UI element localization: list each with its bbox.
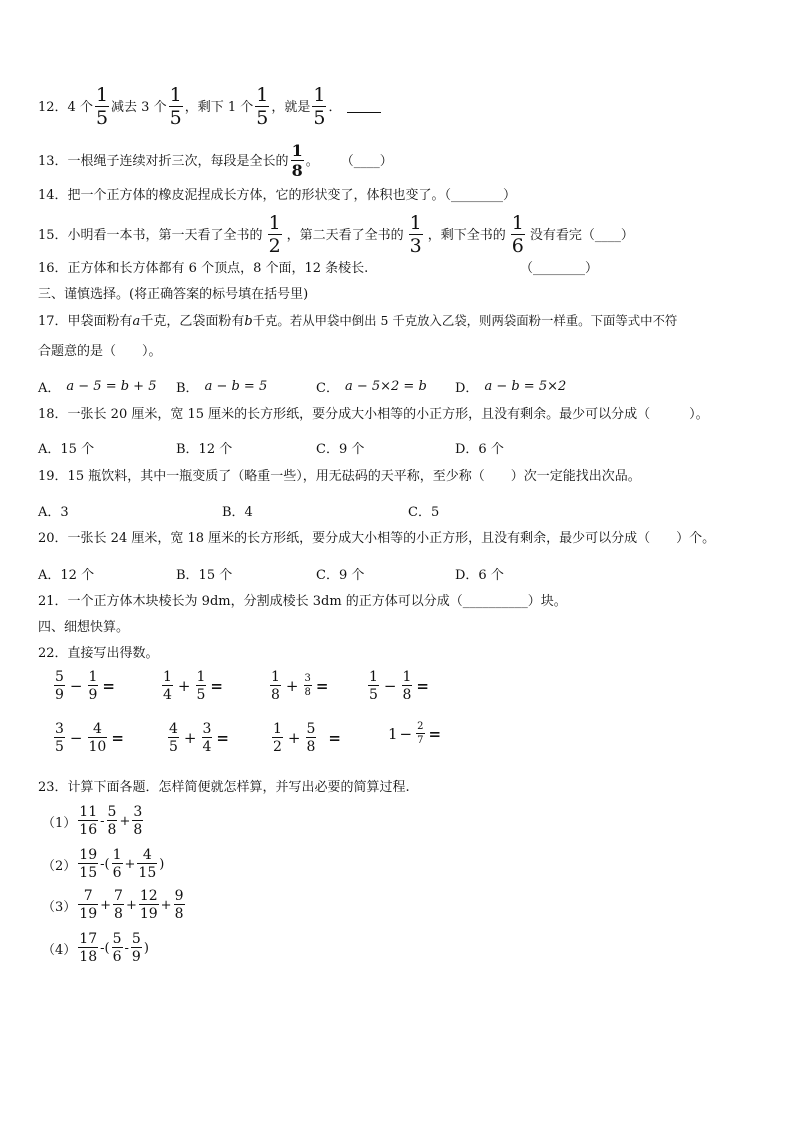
q12-text-d: ，就是 bbox=[271, 99, 311, 115]
question-23-title: 23．计算下面各题．怎样简便就怎样算，并写出必要的简算过程. bbox=[38, 780, 410, 795]
q23-item-1: （1） $\frac{11}{16}$ - $\frac{5}{8}$ + $\frac{3}{8}$ bbox=[42, 804, 143, 838]
q12-answer-blank[interactable] bbox=[347, 102, 381, 113]
q12-number: 12． bbox=[38, 99, 68, 115]
q12-fraction-3: $\frac{1}{5}$ bbox=[256, 84, 269, 129]
q13-answer-blank[interactable]: （____） bbox=[340, 153, 393, 169]
q13-text: 一根绳子连续对折三次，每段是全长的 bbox=[67, 153, 289, 169]
question-15 bbox=[38, 214, 634, 256]
q20-option-c[interactable]: C．9 个 bbox=[316, 568, 365, 583]
q19-option-a[interactable]: A．3 bbox=[38, 505, 69, 520]
q15-fraction-3: $\frac{1}{6}$ bbox=[511, 212, 524, 257]
q12-fraction-4: $\frac{1}{5}$ bbox=[313, 84, 326, 129]
question-20: 20．一张长 24 厘米，宽 18 厘米的长方形纸，要分成大小相等的小正方形，且没有剩余，最少可以分成（ ）个。 bbox=[38, 531, 716, 546]
q15-text-b: ，第二天看了全书的 bbox=[286, 227, 404, 243]
q17-var-b: b bbox=[244, 314, 253, 329]
q19-option-b[interactable]: B．4 bbox=[222, 505, 253, 520]
q12-fraction-1: $\frac{1}{5}$ bbox=[95, 84, 109, 129]
question-16 bbox=[38, 262, 368, 275]
q23-item-2: （2） $\frac{19}{15}$ -( $\frac{1}{6}$ + $\frac{4}{15}$ ) bbox=[42, 847, 165, 881]
question-19: 19．15 瓶饮料，其中一瓶变质了（略重一些），用无砝码的天平称，至少称（ ）次一定能找出次品。 bbox=[38, 469, 641, 484]
question-22-title: 22．直接写出得数。 bbox=[38, 646, 159, 661]
q17-option-c[interactable]: C． a − 5×2 = b bbox=[316, 379, 427, 396]
q13-number: 13． bbox=[38, 153, 68, 169]
q18-option-d[interactable]: D．6 个 bbox=[455, 442, 504, 457]
q22-expr-6: $\frac{4}{5}$ + $\frac{3}{4}$ = bbox=[169, 721, 229, 755]
q13-fraction: $\frac{1}{8}$ bbox=[291, 141, 303, 180]
q22-expr-3: $\frac{1}{8}$ + $\frac{3}{8}$ = bbox=[271, 669, 329, 703]
q12-text-c: ，剩下 1 个 bbox=[184, 99, 254, 115]
q22-expr-5: $\frac{3}{5}$ − $\frac{4}{10}$ = bbox=[55, 721, 124, 755]
question-13 bbox=[38, 143, 393, 179]
question-21: 21．一个正方体木块棱长为 9dm，分割成棱长 3dm 的正方体可以分成（__________）块。 bbox=[38, 594, 567, 609]
question-17 bbox=[38, 315, 677, 328]
question-12 bbox=[38, 86, 381, 128]
q13-tail: 。 bbox=[305, 153, 319, 169]
q17-option-b[interactable]: B． a − b = 5 bbox=[176, 379, 268, 396]
q12-text-b: 减去 3 个 bbox=[111, 99, 167, 115]
section-3-heading: 三、谨慎选择。(将正确答案的标号填在括号里) bbox=[38, 287, 309, 302]
question-17-line-2: 合题意的是（ ）。 bbox=[38, 344, 162, 359]
q23-item-4: （4） $\frac{17}{18}$ -( $\frac{5}{6}$ - $\frac{5}{9}$ ) bbox=[42, 931, 149, 965]
q22-expr-8: 1 − $\frac{2}{7}$ = bbox=[388, 721, 442, 746]
q15-text-c: ，剩下全书的 bbox=[427, 227, 506, 243]
q19-option-c[interactable]: C．5 bbox=[408, 505, 440, 520]
q17-text-a: 17．甲袋面粉有 bbox=[38, 314, 133, 329]
q20-option-a[interactable]: A．12 个 bbox=[38, 568, 95, 583]
q12-fraction-2: $\frac{1}{5}$ bbox=[169, 84, 182, 129]
q22-expr-1: $\frac{5}{9}$ − $\frac{1}{9}$ = bbox=[55, 669, 115, 703]
q17-text-c: 千克。若从甲袋中倒出 5 千克放入乙袋，则两袋面粉一样重。下面等式中不符 bbox=[252, 313, 678, 329]
q12-text-e: ． bbox=[328, 99, 342, 115]
question-18: 18．一张长 20 厘米，宽 15 厘米的长方形纸，要分成大小相等的小正方形，且没有剩余。最少可以分成（ ）。 bbox=[38, 407, 709, 422]
q12-text-a: 4 个 bbox=[67, 99, 93, 115]
q20-option-d[interactable]: D．6 个 bbox=[455, 568, 504, 583]
q14-text: 14．把一个正方体的橡皮泥捏成长方体，它的形状变了，体积也变了。（________） bbox=[38, 188, 517, 203]
q15-fraction-1: $\frac{1}{2}$ bbox=[268, 212, 281, 257]
q22-expr-2: $\frac{1}{4}$ + $\frac{1}{5}$ = bbox=[163, 669, 223, 703]
q17-option-d[interactable]: D． a − b = 5×2 bbox=[455, 379, 567, 396]
q23-item-3: （3） $\frac{7}{19}$ + $\frac{7}{8}$ + $\frac{12}{19}$ + $\frac{9}{8}$ bbox=[42, 888, 184, 922]
q15-number: 15． bbox=[38, 227, 68, 243]
q22-expr-7: $\frac{1}{2}$ + $\frac{5}{8}$ = bbox=[273, 721, 341, 755]
q15-text-a: 小明看一本书，第一天看了全书的 bbox=[67, 227, 263, 243]
q15-text-d: 没有看完（____） bbox=[529, 227, 634, 243]
q22-expr-4: $\frac{1}{5}$ − $\frac{1}{8}$ = bbox=[369, 669, 429, 703]
q15-fraction-2: $\frac{1}{3}$ bbox=[409, 212, 422, 257]
q17-text-b: 千克，乙袋面粉有 bbox=[140, 314, 245, 329]
q16-answer-blank[interactable]: （________） bbox=[520, 261, 599, 276]
q20-option-b[interactable]: B．15 个 bbox=[176, 568, 233, 583]
q18-option-a[interactable]: A．15 个 bbox=[38, 442, 95, 457]
q18-option-b[interactable]: B．12 个 bbox=[176, 442, 233, 457]
section-4-heading: 四、细想快算。 bbox=[38, 620, 130, 635]
q16-text: 16．正方体和长方体都有 6 个顶点，8 个面，12 条棱长. bbox=[38, 261, 369, 276]
q18-option-c[interactable]: C．9 个 bbox=[316, 442, 365, 457]
question-14 bbox=[38, 189, 516, 202]
q17-option-a[interactable]: A． a − 5 = b + 5 bbox=[38, 379, 157, 396]
q17-var-a: a bbox=[132, 314, 141, 329]
